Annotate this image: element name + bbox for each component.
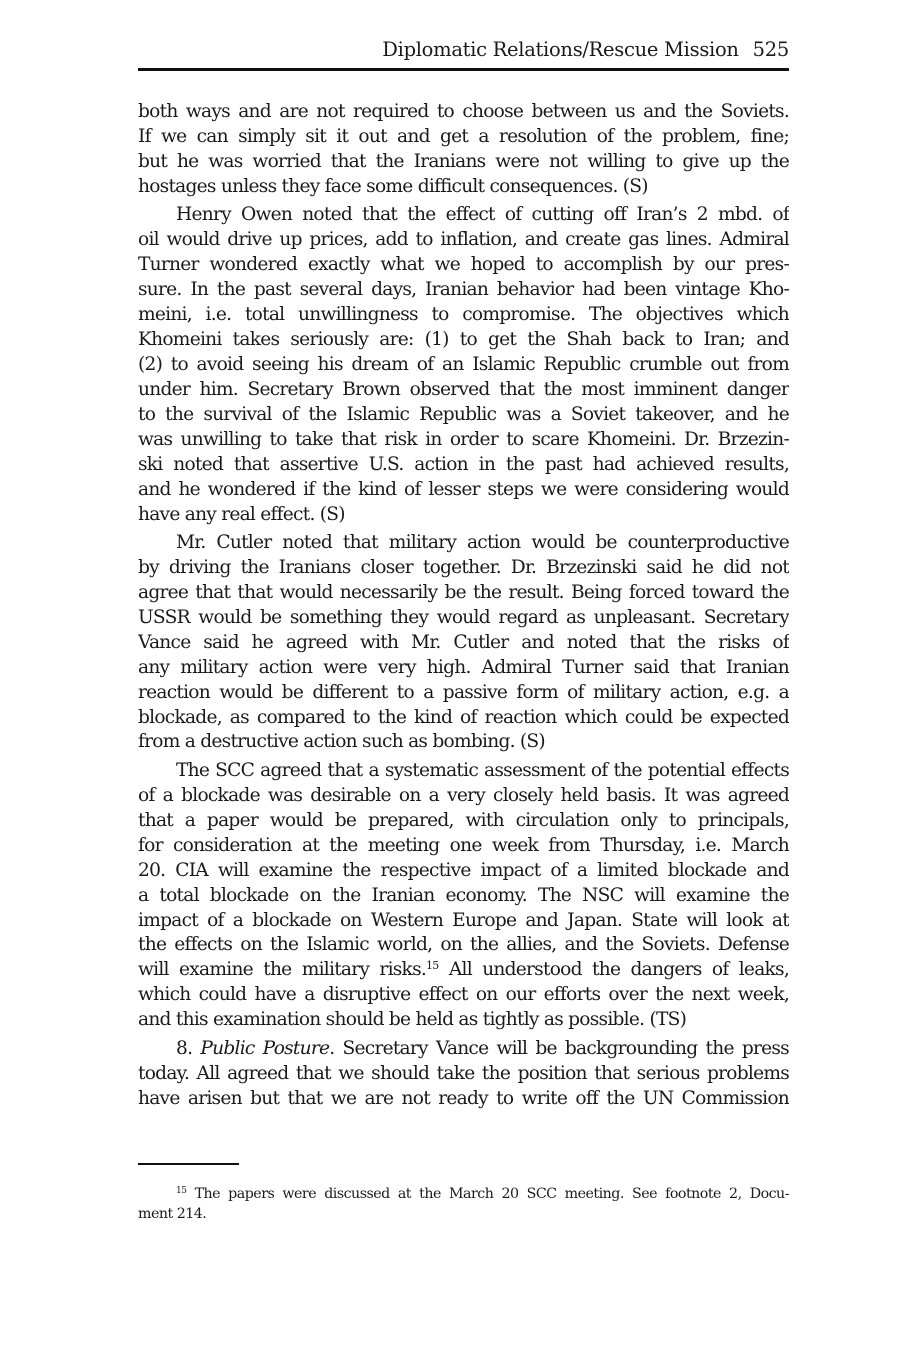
text-line: hostages unless they face some difficult consequences. (S) (138, 175, 648, 197)
text-line: which could have a disruptive effect on our efforts over the next week, (138, 984, 789, 1006)
paragraph (138, 531, 789, 755)
text-line: to the survival of the Islamic Republic was a Soviet takeover, and he (138, 403, 789, 425)
text-line-with-footnote (138, 958, 789, 983)
footnote-line: ment 214. (138, 1206, 207, 1222)
text-line: any military action were very high. Admiral Turner said that Iranian (138, 656, 789, 678)
page-number: 525 (752, 38, 789, 61)
paragraph (138, 1037, 789, 1112)
text-line: Khomeini takes seriously are: (1) to get the Shah back to Iran; and (138, 328, 789, 350)
text-line: (2) to avoid seeing his dream of an Islamic Republic crumble out from (138, 353, 789, 375)
text-line-with-heading (138, 1037, 789, 1062)
text-line: agree that that would necessarily be the result. Being forced toward the (138, 581, 789, 603)
footnote-number: 15 (176, 1186, 187, 1196)
header-rule (138, 68, 789, 71)
text-segment: . Secretary Vance will be backgrounding the press (329, 1037, 789, 1059)
text-line: that a paper would be prepared, with circulation only to principals, (138, 809, 789, 831)
text-line: have arisen but that we are not ready to write off the UN Commission (138, 1087, 789, 1109)
footnote-rule (138, 1163, 239, 1165)
text-line: the effects on the Islamic world, on the allies, and the Soviets. Defense (138, 934, 789, 956)
text-line: and this examination should be held as tightly as possible. (TS) (138, 1009, 687, 1031)
footnote-text: The papers were discussed at the March 20 SCC meeting. See footnote 2, Docu- (186, 1186, 789, 1202)
text-line: from a destructive action such as bombing. (S) (138, 731, 545, 753)
paragraph (138, 759, 789, 1033)
paragraph (138, 100, 789, 200)
text-line: Vance said he agreed with Mr. Cutler and noted that the risks of (138, 631, 789, 653)
text-line: ski noted that assertive U.S. action in the past had achieved results, (138, 453, 789, 475)
text-line: USSR would be something they would regard as unpleasant. Secretary (138, 606, 789, 628)
paragraph (138, 203, 789, 527)
text-line: oil would drive up prices, add to inflation, and create gas lines. Admiral (138, 229, 789, 251)
text-line: Henry Owen noted that the effect of cutting off Iran’s 2 mbd. of (176, 204, 789, 226)
text-line: The SCC agreed that a systematic assessment of the potential effects (176, 759, 789, 781)
text-line: Mr. Cutler noted that military action would be counterproductive (176, 531, 789, 553)
text-line: If we can simply sit it out and get a resolution of the problem, fine; (138, 125, 789, 147)
text-line: meini, i.e. total unwillingness to compromise. The objectives which (138, 304, 789, 325)
text-line: sure. In the past several days, Iranian behavior had been vintage Kho- (138, 279, 789, 301)
text-line: of a blockade was desirable on a very closely held basis. It was agreed (138, 784, 789, 806)
running-title: Diplomatic Relations/Rescue Mission (382, 38, 739, 61)
text-line: a total blockade on the Iranian economy. The NSC will examine the (138, 884, 789, 906)
text-line: under him. Secretary Brown observed that the most imminent danger (138, 378, 789, 400)
text-line: for consideration at the meeting one week from Thursday, i.e. March (138, 834, 789, 856)
footnote-line (138, 1184, 789, 1204)
text-line: and he wondered if the kind of lesser steps we were considering would (138, 478, 789, 500)
text-line: impact of a blockade on Western Europe and Japan. State will look at (138, 909, 789, 931)
footnote-marker[interactable]: 15 (426, 959, 439, 973)
body-text (138, 100, 789, 1112)
text-line: 20. CIA will examine the respective impact of a limited blockade and (138, 859, 789, 881)
text-line: reaction would be different to a passive form of military action, e.g. a (138, 681, 789, 703)
section-title: Public Posture (200, 1037, 330, 1059)
text-line: have any real effect. (S) (138, 503, 345, 525)
text-line: was unwilling to take that risk in order to scare Khomeini. Dr. Brzezin- (138, 428, 789, 450)
text-line: today. All agreed that we should take the position that serious problems (138, 1062, 789, 1084)
text-line: but he was worried that the Iranians were not willing to give up the (138, 150, 789, 172)
text-line: by driving the Iranians closer together. Dr. Brzezinski said he did not (138, 556, 789, 578)
text-line: Turner wondered exactly what we hoped to accomplish by our pres- (138, 254, 789, 276)
section-number: 8. (176, 1037, 193, 1059)
text-segment: will examine the military risks. (138, 959, 427, 981)
text-line: blockade, as compared to the kind of reaction which could be expected (138, 706, 789, 728)
text-segment: All understood the dangers of leaks, (438, 959, 789, 981)
text-line: both ways and are not required to choose between us and the Soviets. (138, 101, 789, 122)
footnote (138, 1184, 789, 1224)
running-header (138, 38, 789, 68)
